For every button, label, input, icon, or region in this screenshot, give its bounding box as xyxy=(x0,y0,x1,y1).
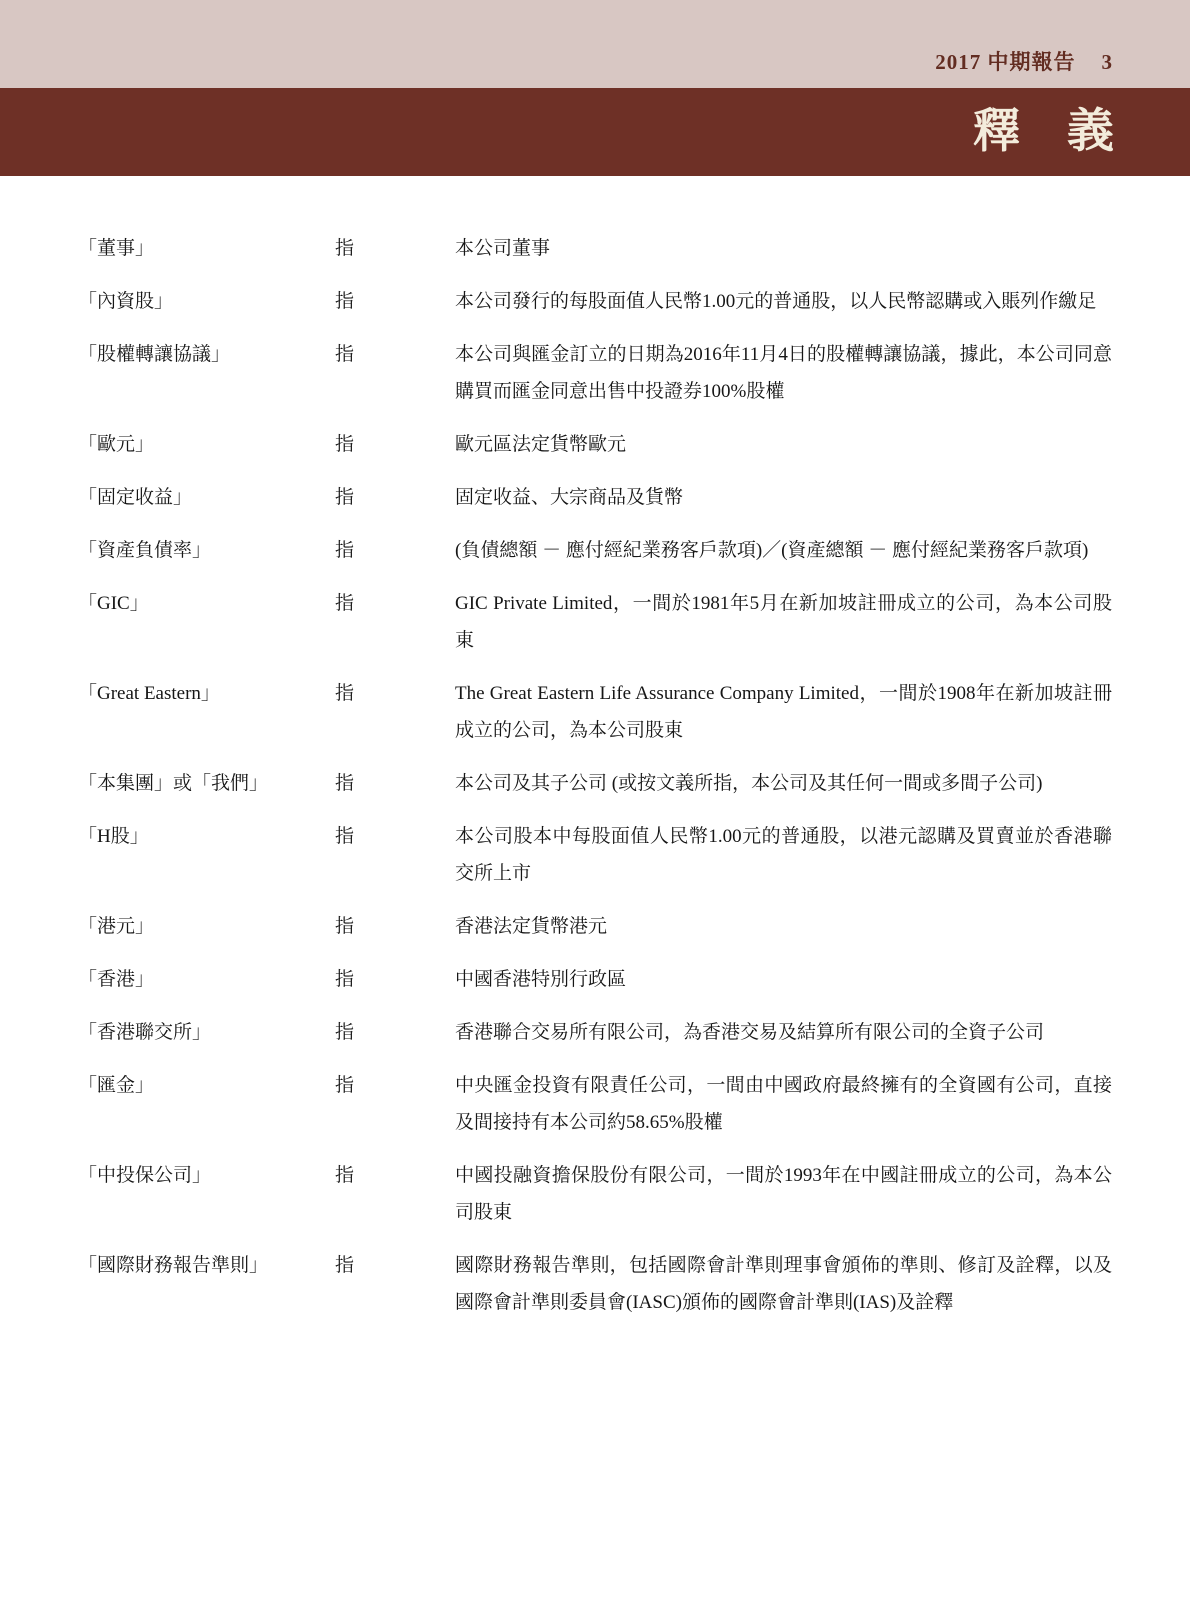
definition-connector: 指 xyxy=(335,434,355,455)
definition-term: 「H股」 xyxy=(78,826,149,847)
definition-row xyxy=(78,1067,1112,1141)
definition-text: 本公司股本中每股面值人民幣1.00元的普通股，以港元認購及買賣並於香港聯交所上市 xyxy=(455,826,1112,884)
definition-text: 中國香港特別行政區 xyxy=(455,969,627,990)
header-meta xyxy=(935,46,1112,76)
definition-connector: 指 xyxy=(335,291,355,312)
definition-term: 「匯金」 xyxy=(78,1075,155,1096)
definition-connector: 指 xyxy=(335,238,355,259)
section-title: 釋 義 xyxy=(973,105,1114,158)
definition-term: 「香港聯交所」 xyxy=(78,1022,212,1043)
definition-text: 本公司董事 xyxy=(455,238,551,259)
page-number: 3 xyxy=(1101,50,1112,74)
definition-text: 中央匯金投資有限責任公司，一間由中國政府最終擁有的全資國有公司，直接及間接持有本公司約58.65%股權 xyxy=(455,1075,1112,1133)
page-header xyxy=(0,0,1190,88)
definition-text: GIC Private Limited，一間於1981年5月在新加坡註冊成立的公司，為本公司股東 xyxy=(455,593,1112,651)
definition-term: 「內資股」 xyxy=(78,291,174,312)
definition-term: 「香港」 xyxy=(78,969,155,990)
definition-row xyxy=(78,532,1112,569)
definitions-list xyxy=(78,230,1112,1321)
definition-row xyxy=(78,336,1112,410)
definition-row xyxy=(78,908,1112,945)
definition-connector: 指 xyxy=(335,1022,355,1043)
definition-connector: 指 xyxy=(335,826,355,847)
definition-text: 固定收益、大宗商品及貨幣 xyxy=(455,487,684,508)
definition-row xyxy=(78,765,1112,802)
definition-row xyxy=(78,961,1112,998)
definition-term: 「資產負債率」 xyxy=(78,540,212,561)
definition-connector: 指 xyxy=(335,1165,355,1186)
definition-row xyxy=(78,675,1112,749)
definition-text: 香港聯合交易所有限公司，為香港交易及結算所有限公司的全資子公司 xyxy=(455,1022,1045,1043)
definition-connector: 指 xyxy=(335,1255,355,1276)
definition-connector: 指 xyxy=(335,969,355,990)
definition-row xyxy=(78,426,1112,463)
definition-connector: 指 xyxy=(335,540,355,561)
definition-term: 「港元」 xyxy=(78,916,155,937)
definition-row xyxy=(78,585,1112,659)
definition-row xyxy=(78,1014,1112,1051)
definition-row xyxy=(78,1157,1112,1231)
definition-term: 「董事」 xyxy=(78,238,155,259)
definition-connector: 指 xyxy=(335,773,355,794)
definition-row xyxy=(78,1247,1112,1321)
definition-text: 本公司與匯金訂立的日期為2016年11月4日的股權轉讓協議，據此，本公司同意購買而匯金同意出售中投證券100%股權 xyxy=(455,344,1112,402)
report-title: 2017 中期報告 xyxy=(935,50,1076,74)
definition-term: 「Great Eastern」 xyxy=(78,683,220,704)
definition-term: 「股權轉讓協議」 xyxy=(78,344,231,365)
definition-term: 「固定收益」 xyxy=(78,487,193,508)
definition-term: 「本集團」或「我們」 xyxy=(78,773,269,794)
definition-row xyxy=(78,230,1112,267)
section-banner xyxy=(0,88,1190,176)
definition-term: 「GIC」 xyxy=(78,593,149,614)
definition-row xyxy=(78,479,1112,516)
definition-term: 「國際財務報告準則」 xyxy=(78,1255,269,1276)
definition-text: 國際財務報告準則，包括國際會計準則理事會頒佈的準則、修訂及詮釋，以及國際會計準則委員會(IASC)頒佈的國際會計準則(IAS)及詮釋 xyxy=(455,1255,1112,1313)
definition-text: The Great Eastern Life Assurance Company Limited，一間於1908年在新加坡註冊成立的公司，為本公司股東 xyxy=(455,683,1112,741)
definition-text: 中國投融資擔保股份有限公司，一間於1993年在中國註冊成立的公司，為本公司股東 xyxy=(455,1165,1112,1223)
definition-term: 「歐元」 xyxy=(78,434,155,455)
definition-connector: 指 xyxy=(335,683,355,704)
definition-text: (負債總額 － 應付經紀業務客戶款項)／(資產總額 － 應付經紀業務客戶款項) xyxy=(455,540,1089,561)
definition-connector: 指 xyxy=(335,593,355,614)
definition-term: 「中投保公司」 xyxy=(78,1165,212,1186)
definition-text: 歐元區法定貨幣歐元 xyxy=(455,434,627,455)
definition-connector: 指 xyxy=(335,916,355,937)
definition-connector: 指 xyxy=(335,344,355,365)
definition-text: 本公司發行的每股面值人民幣1.00元的普通股，以人民幣認購或入賬列作繳足 xyxy=(455,291,1097,312)
definition-text: 香港法定貨幣港元 xyxy=(455,916,608,937)
definition-connector: 指 xyxy=(335,487,355,508)
definitions-section xyxy=(0,176,1190,1321)
definition-row xyxy=(78,283,1112,320)
definition-connector: 指 xyxy=(335,1075,355,1096)
definition-text: 本公司及其子公司 (或按文義所指，本公司及其任何一間或多間子公司) xyxy=(455,773,1043,794)
definition-row xyxy=(78,818,1112,892)
